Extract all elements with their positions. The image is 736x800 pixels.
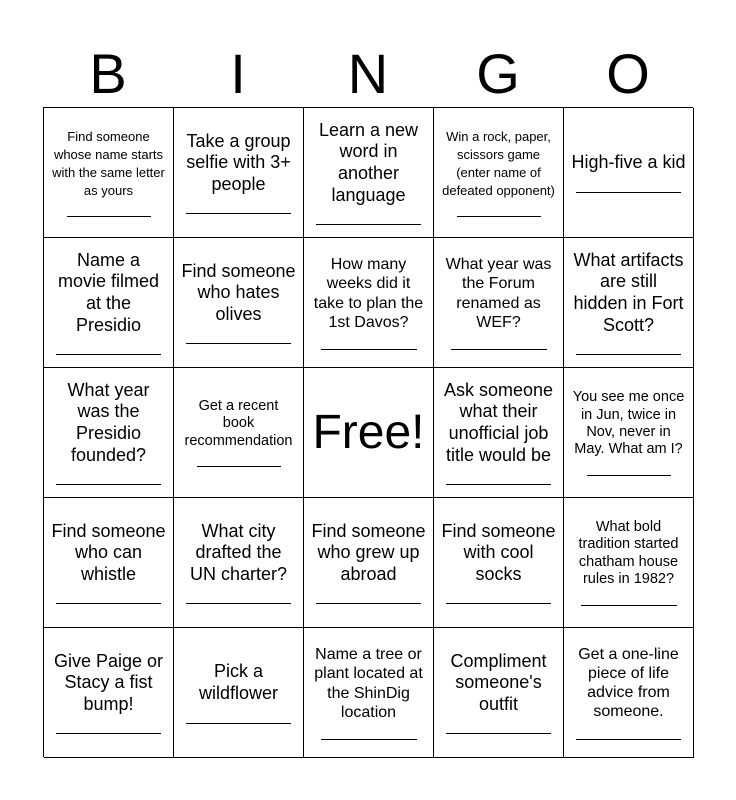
cell-text: Compliment someone's outfit [450,650,547,714]
bingo-cell-r4c4[interactable] [434,498,564,628]
bingo-cell-r2c5[interactable] [564,238,694,368]
header-letter-n: N [347,42,389,105]
bingo-cell-r5c3[interactable] [304,628,434,758]
answer-blank[interactable] [576,342,681,355]
cell-text: What artifacts are still hidden in Fort Scott? [573,249,684,335]
cell-text: What city drafted the UN charter? [189,520,288,584]
bingo-header [43,40,693,108]
bingo-cell-r1c2[interactable] [174,108,304,238]
cell-text: Find someone who hates olives [181,260,296,324]
bingo-cell-r5c2[interactable] [174,628,304,758]
cell-text: What bold tradition started chatham house rules in 1982? [578,518,679,587]
answer-blank[interactable] [587,463,671,476]
cell-text: Get a recent book recommendation [184,397,293,449]
bingo-cell-r1c5[interactable] [564,108,694,238]
bingo-cell-r3c5[interactable] [564,368,694,498]
bingo-cell-r3c4[interactable] [434,368,564,498]
header-letter-i: I [230,42,246,105]
answer-blank[interactable] [197,454,281,467]
answer-blank[interactable] [446,721,551,734]
answer-blank[interactable] [56,472,161,485]
answer-blank[interactable] [581,593,677,606]
answer-blank[interactable] [576,180,681,193]
bingo-cell-free[interactable] [304,368,434,498]
bingo-cell-r4c5[interactable] [564,498,694,628]
cell-text: Find someone who grew up abroad [311,520,426,584]
cell-text: Name a movie filmed at the Presidio [57,249,160,335]
cell-text: Get a one-line piece of life advice from someone. [578,645,679,721]
answer-blank[interactable] [56,342,161,355]
header-letter-o: O [606,42,650,105]
answer-blank[interactable] [56,591,161,604]
cell-text: Name a tree or plant located at the ShinDig location [314,646,423,721]
bingo-cell-r2c4[interactable] [434,238,564,368]
header-letter-b: B [89,42,127,105]
cell-text: What year was the Forum renamed as WEF? [445,256,552,331]
answer-blank[interactable] [186,591,291,604]
cell-text: High-five a kid [571,152,686,173]
answer-blank[interactable] [56,721,161,734]
cell-text: Give Paige or Stacy a fist bump! [53,650,164,714]
bingo-cell-r2c2[interactable] [174,238,304,368]
bingo-cell-r5c4[interactable] [434,628,564,758]
answer-blank[interactable] [67,204,151,217]
cell-text: Take a group selfie with 3+ people [186,130,291,194]
answer-blank[interactable] [186,201,291,214]
bingo-cell-r2c3[interactable] [304,238,434,368]
bingo-cell-r4c3[interactable] [304,498,434,628]
answer-blank[interactable] [451,337,547,350]
answer-blank[interactable] [321,337,417,350]
bingo-cell-r1c1[interactable] [44,108,174,238]
bingo-cell-r4c2[interactable] [174,498,304,628]
answer-blank[interactable] [316,212,421,225]
cell-text: Find someone whose name starts with the same letter as yours [52,129,165,198]
bingo-cell-r1c4[interactable] [434,108,564,238]
answer-blank[interactable] [186,711,291,724]
answer-blank[interactable] [321,727,417,740]
bingo-cell-r3c2[interactable] [174,368,304,498]
answer-blank[interactable] [576,727,681,740]
answer-blank[interactable] [446,472,551,485]
header-letter-g: G [476,42,520,105]
bingo-cell-r3c1[interactable] [44,368,174,498]
cell-text: How many weeks did it take to plan the 1st Davos? [313,256,424,331]
bingo-cell-r4c1[interactable] [44,498,174,628]
cell-text: Ask someone what their unofficial job title would be [443,379,554,465]
answer-blank[interactable] [457,204,541,217]
cell-text: Learn a new word in another language [318,119,419,205]
bingo-cell-r2c1[interactable] [44,238,174,368]
bingo-cell-r5c1[interactable] [44,628,174,758]
cell-text: You see me once in Jun, twice in Nov, never in May. What am I? [572,389,685,458]
cell-text: Find someone with cool socks [441,520,556,584]
answer-blank[interactable] [186,331,291,344]
cell-text: Pick a wildflower [198,661,279,703]
answer-blank[interactable] [446,591,551,604]
bingo-cell-r1c3[interactable] [304,108,434,238]
bingo-cell-r5c5[interactable] [564,628,694,758]
bingo-grid [43,107,693,757]
cell-text: Win a rock, paper, scissors game (enter name of defeated opponent) [442,129,555,198]
answer-blank[interactable] [316,591,421,604]
cell-text: Find someone who can whistle [51,520,166,584]
cell-text: What year was the Presidio founded? [67,379,150,465]
free-space-label: Free! [312,405,425,459]
